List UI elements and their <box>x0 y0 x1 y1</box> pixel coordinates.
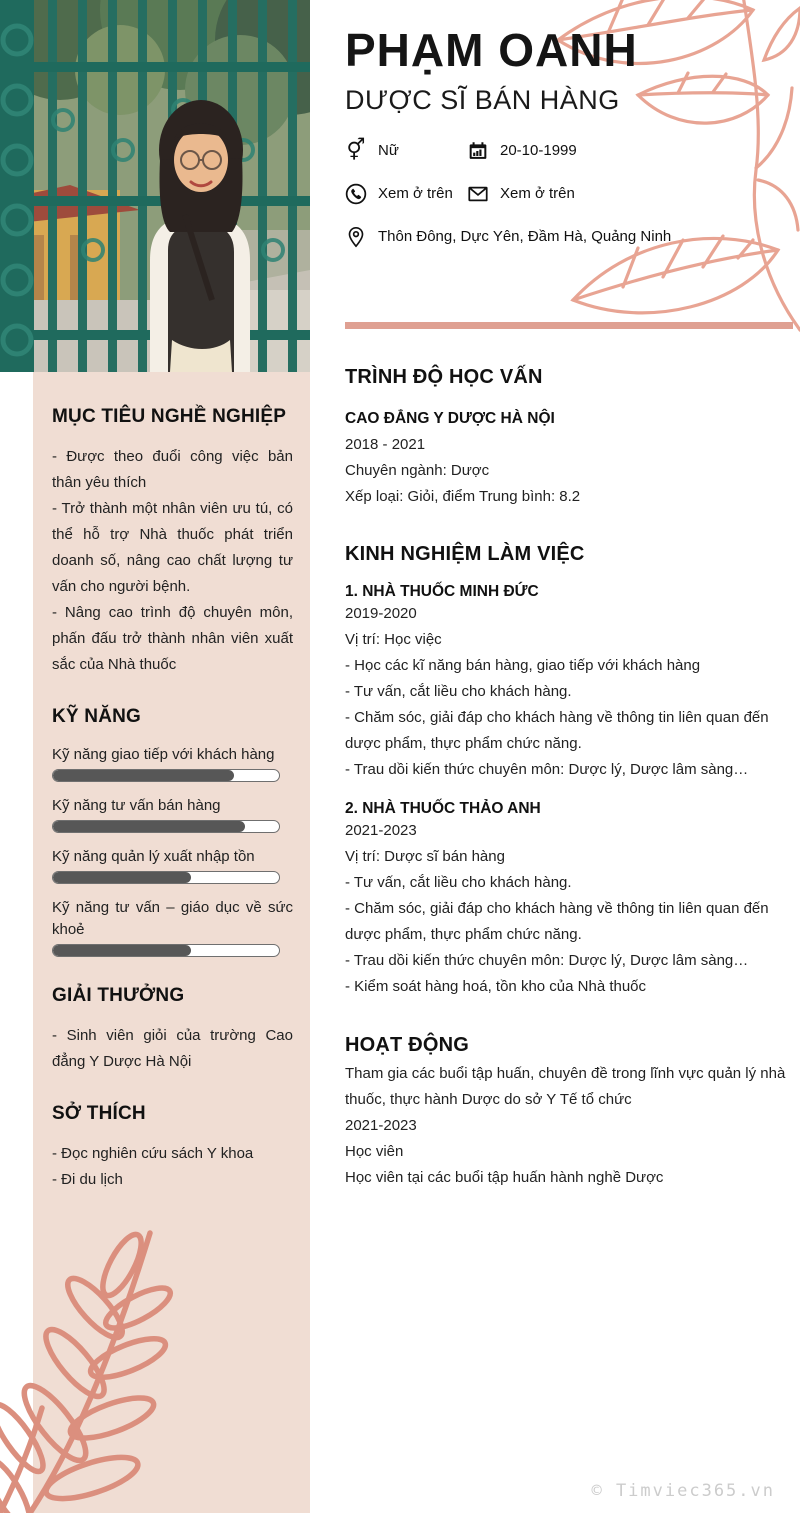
gender-value: Nữ <box>378 142 399 160</box>
list-item: - Học các kĩ năng bán hàng, giao tiếp với khách hàng <box>345 656 701 674</box>
skill-label: Kỹ năng tư vấn bán hàng <box>52 797 221 814</box>
skill-progress-bar <box>52 871 280 884</box>
hobbies-list <box>52 1141 293 1193</box>
list-item: - Kiểm soát hàng hoá, tồn kho của Nhà thuốc <box>345 977 647 995</box>
list-item: Học viên tại các buổi tập huấn hành nghề Dược <box>345 1168 664 1186</box>
skill-item <box>52 846 293 884</box>
list-item: - Nâng cao trình độ chuyên môn, phấn đấu trở thành nhân viên xuất sắc của Nhà thuốc <box>52 604 293 673</box>
education-details <box>345 432 793 510</box>
skill-item <box>52 744 293 782</box>
awards-list <box>52 1023 293 1075</box>
objective-list <box>52 444 293 678</box>
list-item: - Đi du lịch <box>52 1171 123 1188</box>
calendar-icon <box>467 140 489 162</box>
skill-item <box>52 897 293 957</box>
jobs-list <box>345 583 793 1000</box>
list-item: 2021-2023 <box>345 1116 417 1134</box>
activities-details <box>345 1061 793 1191</box>
watermark: © Timviec365.vn <box>591 1481 775 1501</box>
list-item: - Chăm sóc, giải đáp cho khách hàng về thông tin liên quan đến dược phẩm, thực phẩm chức năng. <box>345 899 769 943</box>
education-heading: TRÌNH ĐỘ HỌC VẤN <box>345 365 543 388</box>
list-item: 2018 - 2021 <box>345 435 426 453</box>
skills-heading: KỸ NĂNG <box>52 706 142 727</box>
activities-heading: HOẠT ĐỘNG <box>345 1033 470 1056</box>
email-value: Xem ở trên <box>500 185 575 203</box>
skill-progress-fill <box>53 945 191 956</box>
list-item: - Được theo đuổi công việc bản thân yêu thích <box>52 448 293 491</box>
gender-field <box>345 140 467 162</box>
list-item: - Trở thành một nhân viên ưu tú, có thể hỗ trợ Nhà thuốc phát triển doanh số, nâng cao chất lượng tư vấn cho người bệnh. <box>52 500 293 595</box>
email-icon <box>467 183 489 205</box>
section-experience <box>345 543 793 1000</box>
phone-field <box>345 183 467 205</box>
section-education <box>345 366 793 510</box>
page-title: PHẠM OANH <box>345 24 638 76</box>
skill-progress-bar <box>52 944 280 957</box>
job-title: DƯỢC SĨ BÁN HÀNG <box>345 84 620 115</box>
school-name: CAO ĐẲNG Y DƯỢC HÀ NỘI <box>345 409 555 427</box>
skill-item <box>52 795 293 833</box>
location-icon <box>345 226 367 248</box>
list-item: Chuyên ngành: Dược <box>345 461 490 479</box>
skill-label: Kỹ năng giao tiếp với khách hàng <box>52 746 275 763</box>
birthday-value: 20-10-1999 <box>500 142 577 160</box>
list-item: Vị trí: Học việc <box>345 630 442 648</box>
skill-progress-fill <box>53 770 234 781</box>
address-value: Thôn Đông, Dực Yên, Đầm Hà, Quảng Ninh <box>378 228 672 246</box>
list-item: - Chăm sóc, giải đáp cho khách hàng về thông tin liên quan đến dược phẩm, thực phẩm chức năng. <box>345 708 769 752</box>
contact-info <box>345 140 793 248</box>
section-awards <box>52 985 293 1075</box>
hobbies-heading: SỞ THÍCH <box>52 1103 146 1124</box>
email-field <box>467 183 575 205</box>
list-item: - Tư vấn, cắt liều cho khách hàng. <box>345 682 572 700</box>
list-item: - Trau dồi kiến thức chuyên môn: Dược lý, Dược lâm sàng… <box>345 951 749 969</box>
objective-heading: MỤC TIÊU NGHỀ NGHIỆP <box>52 406 287 427</box>
list-item: - Sinh viên giỏi của trường Cao đẳng Y Dược Hà Nội <box>52 1027 293 1070</box>
section-hobbies <box>52 1103 293 1193</box>
phone-icon <box>345 183 367 205</box>
list-item: Học viên <box>345 1142 404 1160</box>
list-item: Vị trí: Dược sĩ bán hàng <box>345 847 505 865</box>
section-skills <box>52 706 293 957</box>
list-item: 2019-2020 <box>345 604 417 622</box>
list-item: - Tư vấn, cắt liều cho khách hàng. <box>345 873 572 891</box>
job-name: 1. NHÀ THUỐC MINH ĐỨC <box>345 582 539 600</box>
experience-heading: KINH NGHIỆM LÀM VIỆC <box>345 542 585 565</box>
accent-divider <box>345 322 793 329</box>
leaf-decoration-bottom <box>0 1213 330 1513</box>
skill-progress-fill <box>53 872 191 883</box>
address-field <box>345 226 671 248</box>
job-name: 2. NHÀ THUỐC THẢO ANH <box>345 799 541 817</box>
job-entry <box>345 800 793 1000</box>
section-activities <box>345 1034 793 1191</box>
list-item: Tham gia các buổi tập huấn, chuyên đề trong lĩnh vực quản lý nhà thuốc, thực hành Dược do sở Y Tế tổ chức <box>345 1064 786 1108</box>
awards-heading: GIẢI THƯỞNG <box>52 985 185 1006</box>
job-entry <box>345 583 793 783</box>
list-item: - Trau dồi kiến thức chuyên môn: Dược lý, Dược lâm sàng… <box>345 760 749 778</box>
skill-label: Kỹ năng quản lý xuất nhập tồn <box>52 848 255 865</box>
list-item: - Đọc nghiên cứu sách Y khoa <box>52 1145 254 1162</box>
phone-value: Xem ở trên <box>378 185 453 203</box>
skills-list <box>52 744 293 957</box>
main-column <box>345 0 793 1191</box>
section-objective <box>52 406 293 678</box>
list-item: Xếp loại: Giỏi, điểm Trung bình: 8.2 <box>345 487 581 505</box>
skill-progress-bar <box>52 769 280 782</box>
birthday-field <box>467 140 577 162</box>
list-item: 2021-2023 <box>345 821 417 839</box>
gender-icon: ⚥ <box>346 138 366 163</box>
skill-progress-fill <box>53 821 245 832</box>
skill-progress-bar <box>52 820 280 833</box>
profile-photo <box>0 0 310 372</box>
skill-label: Kỹ năng tư vấn – giáo dục về sức khoẻ <box>52 899 293 938</box>
